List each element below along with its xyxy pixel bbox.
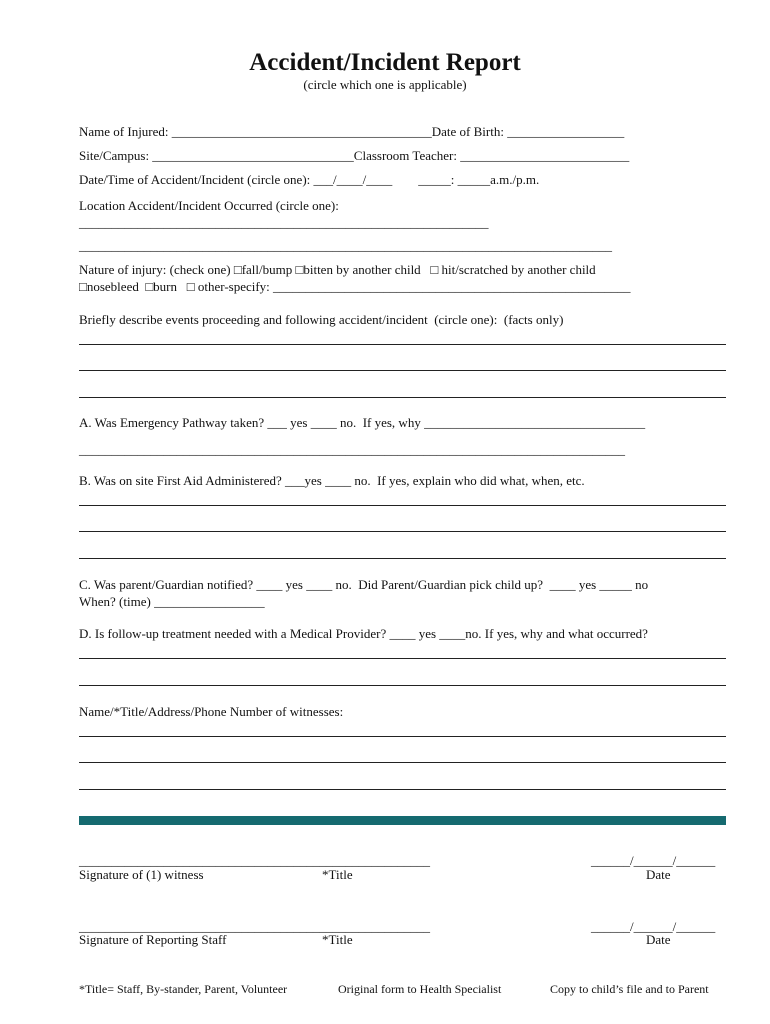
staff-date-label: Date bbox=[646, 932, 671, 947]
location-label: Location Accident/Incident Occurred (circle one): bbox=[79, 198, 339, 213]
footer-title-note: *Title= Staff, By-stander, Parent, Volunteer bbox=[79, 982, 288, 996]
staff-title-label: *Title bbox=[322, 932, 353, 947]
nature-of-injury-line-1[interactable]: Nature of injury: (check one) □fall/bump □bitten by another child □ hit/scratched by another child bbox=[79, 262, 596, 277]
witnesses-rule-1[interactable] bbox=[79, 736, 726, 737]
footer-copy-note: Copy to child’s file and to Parent bbox=[550, 982, 709, 996]
question-c-when[interactable]: When? (time) _________________ bbox=[79, 594, 265, 609]
question-b[interactable]: B. Was on site First Aid Administered? ___yes ____ no. If yes, explain who did what, when, etc. bbox=[79, 473, 585, 488]
witnesses-rule-2[interactable] bbox=[79, 762, 726, 763]
site-teacher-line[interactable]: Site/Campus: _______________________________Classroom Teacher: __________________________ bbox=[79, 148, 630, 163]
witness-title-label: *Title bbox=[322, 867, 353, 882]
describe-rule-2[interactable] bbox=[79, 370, 726, 371]
question-a[interactable]: A. Was Emergency Pathway taken? ___ yes ____ no. If yes, why __________________________________ bbox=[79, 415, 646, 430]
question-b-rule-1[interactable] bbox=[79, 505, 726, 506]
location-blank-1[interactable]: _______________________________________________________________ bbox=[79, 215, 489, 230]
question-d[interactable]: D. Is follow-up treatment needed with a Medical Provider? ____ yes ____no. If yes, why and what occurred? bbox=[79, 626, 648, 641]
question-d-rule-1[interactable] bbox=[79, 658, 726, 659]
staff-signature-label: Signature of Reporting Staff bbox=[79, 932, 227, 947]
staff-signature-line[interactable]: ______________________________________________________ bbox=[79, 919, 430, 934]
question-b-rule-2[interactable] bbox=[79, 531, 726, 532]
name-dob-line[interactable]: Name of Injured: ________________________________________Date of Birth: __________________ bbox=[79, 124, 625, 139]
witness-date-line[interactable]: ______/______/______ bbox=[591, 853, 716, 868]
question-c[interactable]: C. Was parent/Guardian notified? ____ yes ____ no. Did Parent/Guardian pick child up? ____ yes _____ no bbox=[79, 577, 649, 592]
question-d-rule-2[interactable] bbox=[79, 685, 726, 686]
nature-of-injury-line-2[interactable]: □nosebleed □burn □ other-specify: _______________________________________________________ bbox=[79, 279, 631, 294]
witness-signature-label: Signature of (1) witness bbox=[79, 867, 204, 882]
footer-original-note: Original form to Health Specialist bbox=[338, 982, 502, 996]
describe-events-label: Briefly describe events proceeding and following accident/incident (circle one): (facts only) bbox=[79, 312, 564, 327]
witness-signature-line[interactable]: ______________________________________________________ bbox=[79, 853, 430, 868]
section-divider-band bbox=[79, 816, 726, 825]
staff-date-line[interactable]: ______/______/______ bbox=[591, 919, 716, 934]
witness-date-label: Date bbox=[646, 867, 671, 882]
question-a-blank[interactable]: ____________________________________________________________________________________ bbox=[79, 442, 625, 457]
location-blank-2[interactable]: __________________________________________________________________________________ bbox=[79, 238, 612, 253]
witnesses-rule-3[interactable] bbox=[79, 789, 726, 790]
form-subtitle: (circle which one is applicable) bbox=[303, 77, 467, 92]
witnesses-label: Name/*Title/Address/Phone Number of witnesses: bbox=[79, 704, 344, 719]
describe-rule-3[interactable] bbox=[79, 397, 726, 398]
describe-rule-1[interactable] bbox=[79, 344, 726, 345]
form-title: Accident/Incident Report bbox=[249, 49, 521, 76]
datetime-line[interactable]: Date/Time of Accident/Incident (circle one): ___/____/____ _____: _____a.m./p.m. bbox=[79, 172, 540, 187]
question-b-rule-3[interactable] bbox=[79, 558, 726, 559]
